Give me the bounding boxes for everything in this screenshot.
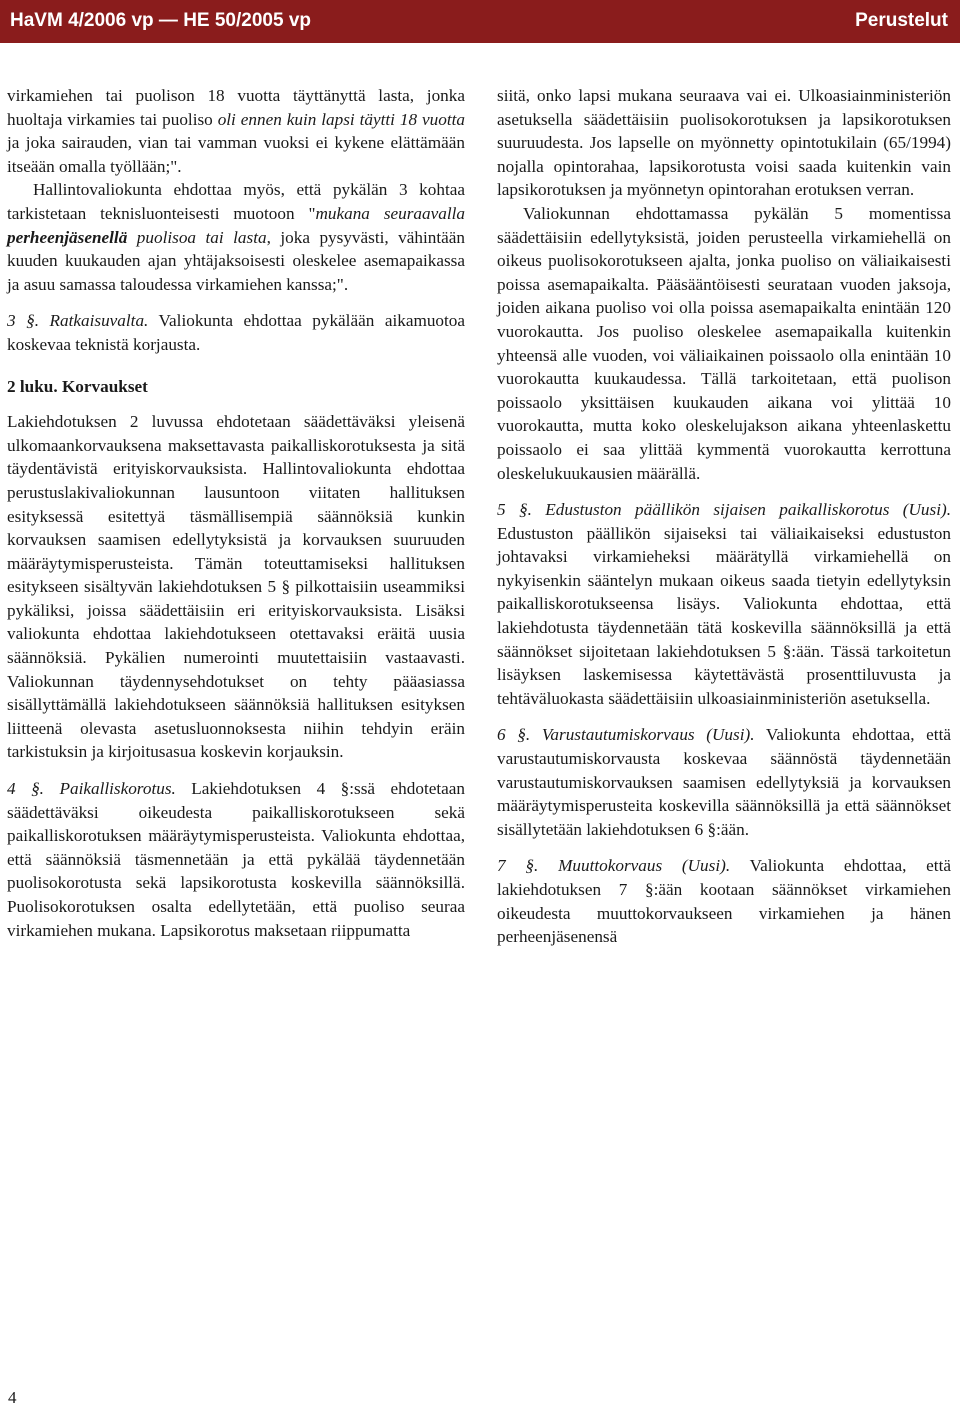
section-5-title: 5 §. Edustuston päällikön sijaisen paikalliskorotus (Uusi).: [497, 500, 951, 520]
section-label: Perustelut: [855, 10, 948, 31]
section-3-title: 3 §. Ratkaisuvalta.: [7, 311, 149, 331]
section-4-title: 4 §. Paikalliskorotus.: [7, 779, 176, 799]
section-3-paragraph: 3 §. Ratkaisuvalta. Valiokunta ehdottaa pykälään aikamuotoa koskevaa teknistä korjausta.: [7, 311, 466, 354]
paragraph-continuation-right: siitä, onko lapsi mukana seuraava vai ei. Ulkoasiainministeriön asetuksella säädettäisiin puolisokorotuksen ja lapsikorotuksen suuruudesta. Jos lapselle on myönnetty opintotukilain (65/1994) nojalla opintorahaa, lapsikorotusta voisi saada kuitenkin vain lapsikorotuksen ja myönnetyn opintorahan erotuksen verran.: [497, 86, 951, 200]
left-column: [7, 84, 465, 942]
page-header: [0, 0, 960, 43]
paragraph-continuation: virkamiehen tai puolison 18 vuotta täyttänyttä lasta, jonka huoltaja virkamies tai puoliso oli ennen kuin lapsi täytti 18 vuotta ja joka sairauden, vian tai vamman vuoksi ei kykene elättämään itseään omalla työllään;".: [7, 86, 465, 176]
right-column: [497, 84, 951, 949]
section-6-title: 6 §. Varustautumiskorvaus (Uusi).: [497, 725, 755, 745]
section-4-paragraph: 4 §. Paikalliskorotus. Lakiehdotuksen 4 §:ssä ehdotetaan säädettäväksi oikeudesta paikalliskorotukseen sekä paikalliskorotuksen määräytymisperusteista. Valiokunta ehdottaa, että säännöksiä täsmennetään ja että pykälää täydennetään puolisokorotusta sekä lapsikorotusta koskevilla säännöksillä. Puolisokorotuksen osalta edellytetään, että puoliso seuraa virkamiehen mukana. Lapsikorotus maksetaan riippumatta: [7, 779, 465, 940]
paragraph-moment-5: Valiokunnan ehdottamassa pykälän 5 momentissa säädettäisiin edellytyksistä, joiden perusteella virkamiehellä on oikeus puolisokorotukseen ajalta, jonka puoliso on väliaikaisesti poissa asemapaikalta. Pääsääntöisesti seurataan vuoden jaksoja, joiden aikana puoliso voi olla poissa asemapaikalta enintään 120 vuorokautta. Jos puoliso oleskelee asemapaikalla kuitenkin yhteensä alle vuoden, voi väliaikainen poissaolo olla enintään 10 vuorokautta kuukaudessa. Tällä tarkoitetaan, että puolison poissaolo yksittäisen kuukauden aikana voi ylittää 10 vuorokautta, mutta koko oleskelujakson aikana yhteenlaskettu poissaolo ei saa ylittää kymmentä vuorokautta kerrottuna oleskelukuukausien määrällä.: [497, 203, 951, 483]
paragraph-section-2-point-3: Hallintovaliokunta ehdottaa myös, että pykälän 3 kohtaa tarkistetaan teknisluonteisesti muotoon "mukana seuraavalla perheenjäsenellä puolisoa tai lasta, joka pysyvästi, vähintään kuuden kuukauden ajan yhtäjaksoisesti oleskelee asemapaikassa ja asuu samassa taloudessa virkamiehen kanssa;".: [7, 180, 465, 294]
document-reference: HaVM 4/2006 vp — HE 50/2005 vp: [10, 10, 311, 31]
chapter-heading: 2 luku. Korvaukset: [7, 376, 148, 396]
chapter-2-paragraph: Lakiehdotuksen 2 luvussa ehdotetaan säädettäväksi yleisenä ulkomaankorvauksena maksettavasta paikalliskorotuksesta ja sitä täydentävistä erityiskorvauksista. Hallintovaliokunta ehdottaa perustuslakivaliokunnan lausuntoon viitaten hallituksen esityksessä esitettyä täsmällisempiä säännöksiä kunkin korvauksen saamisen edellytyksistä ja korvauksen suuruuden määräytymisperusteista. Tämän toteuttamiseksi hallituksen esitykseen sisältyvän lakiehdotuksen 5 § pilkottaisiin useammiksi pykäliksi, joissa säädettäisiin eri erityiskorvauksista. Lisäksi valiokunta ehdottaa lakiehdotukseen otettavaksi eräitä uusia säännöksiä. Pykälien numerointi muutettaisiin vastaavasti. Valiokunnan täydennysehdotukset on tehty pääasiassa sisällyttämällä lakiehdotukseen säännöksiä hallituksen esityksen liitteenä olevasta asetusluonnoksesta niihin tehdyin eräin tarkistuksin ja kirjoitusasua koskevin korjauksin.: [7, 412, 465, 762]
page-number: 4: [8, 1388, 17, 1407]
section-5-paragraph: 5 §. Edustuston päällikön sijaisen paikalliskorotus (Uusi). Edustuston päällikön sijaiseksi tai väliaikaiseksi edustuston johtavaksi virkamieheksi määrätyllä virkamiehellä on nykyisenkin sääntelyn mukaan oikeus saada tietyin edellytyksin paikalliskorotukseensa lisäys. Valiokunta ehdottaa, että lakiehdotusta täydennetään tätä koskevilla säännöksillä ja että säännökset sijoitetaan lakiehdotuksen 5 §:ään. Tässä tarkoitetun lisäyksen laskemisessa käytettävästä prosenttiluvusta ja tehtäväluokasta säädettäisiin ulkoasiainministeriön asetuksella.: [497, 500, 951, 708]
section-7-title: 7 §. Muuttokorvaus (Uusi).: [497, 856, 731, 876]
section-7-paragraph: 7 §. Muuttokorvaus (Uusi). Valiokunta ehdottaa, että lakiehdotuksen 7 §:ään kootaan säännökset virkamiehen oikeudesta muuttokorvaukseen virkamiehen ja hänen perheenjäsenensä: [497, 856, 951, 947]
section-6-paragraph: 6 §. Varustautumiskorvaus (Uusi). Valiokunta ehdottaa, että varustautumiskorvausta koskevaa säännöstä täydennetään varustautumiskorvauksen saamisen edellytyksiä ja korvauksen määräytymisperusteita koskevilla säännöksillä ja että säännökset sisällytetään lakiehdotuksen 6 §:ään.: [497, 725, 951, 839]
